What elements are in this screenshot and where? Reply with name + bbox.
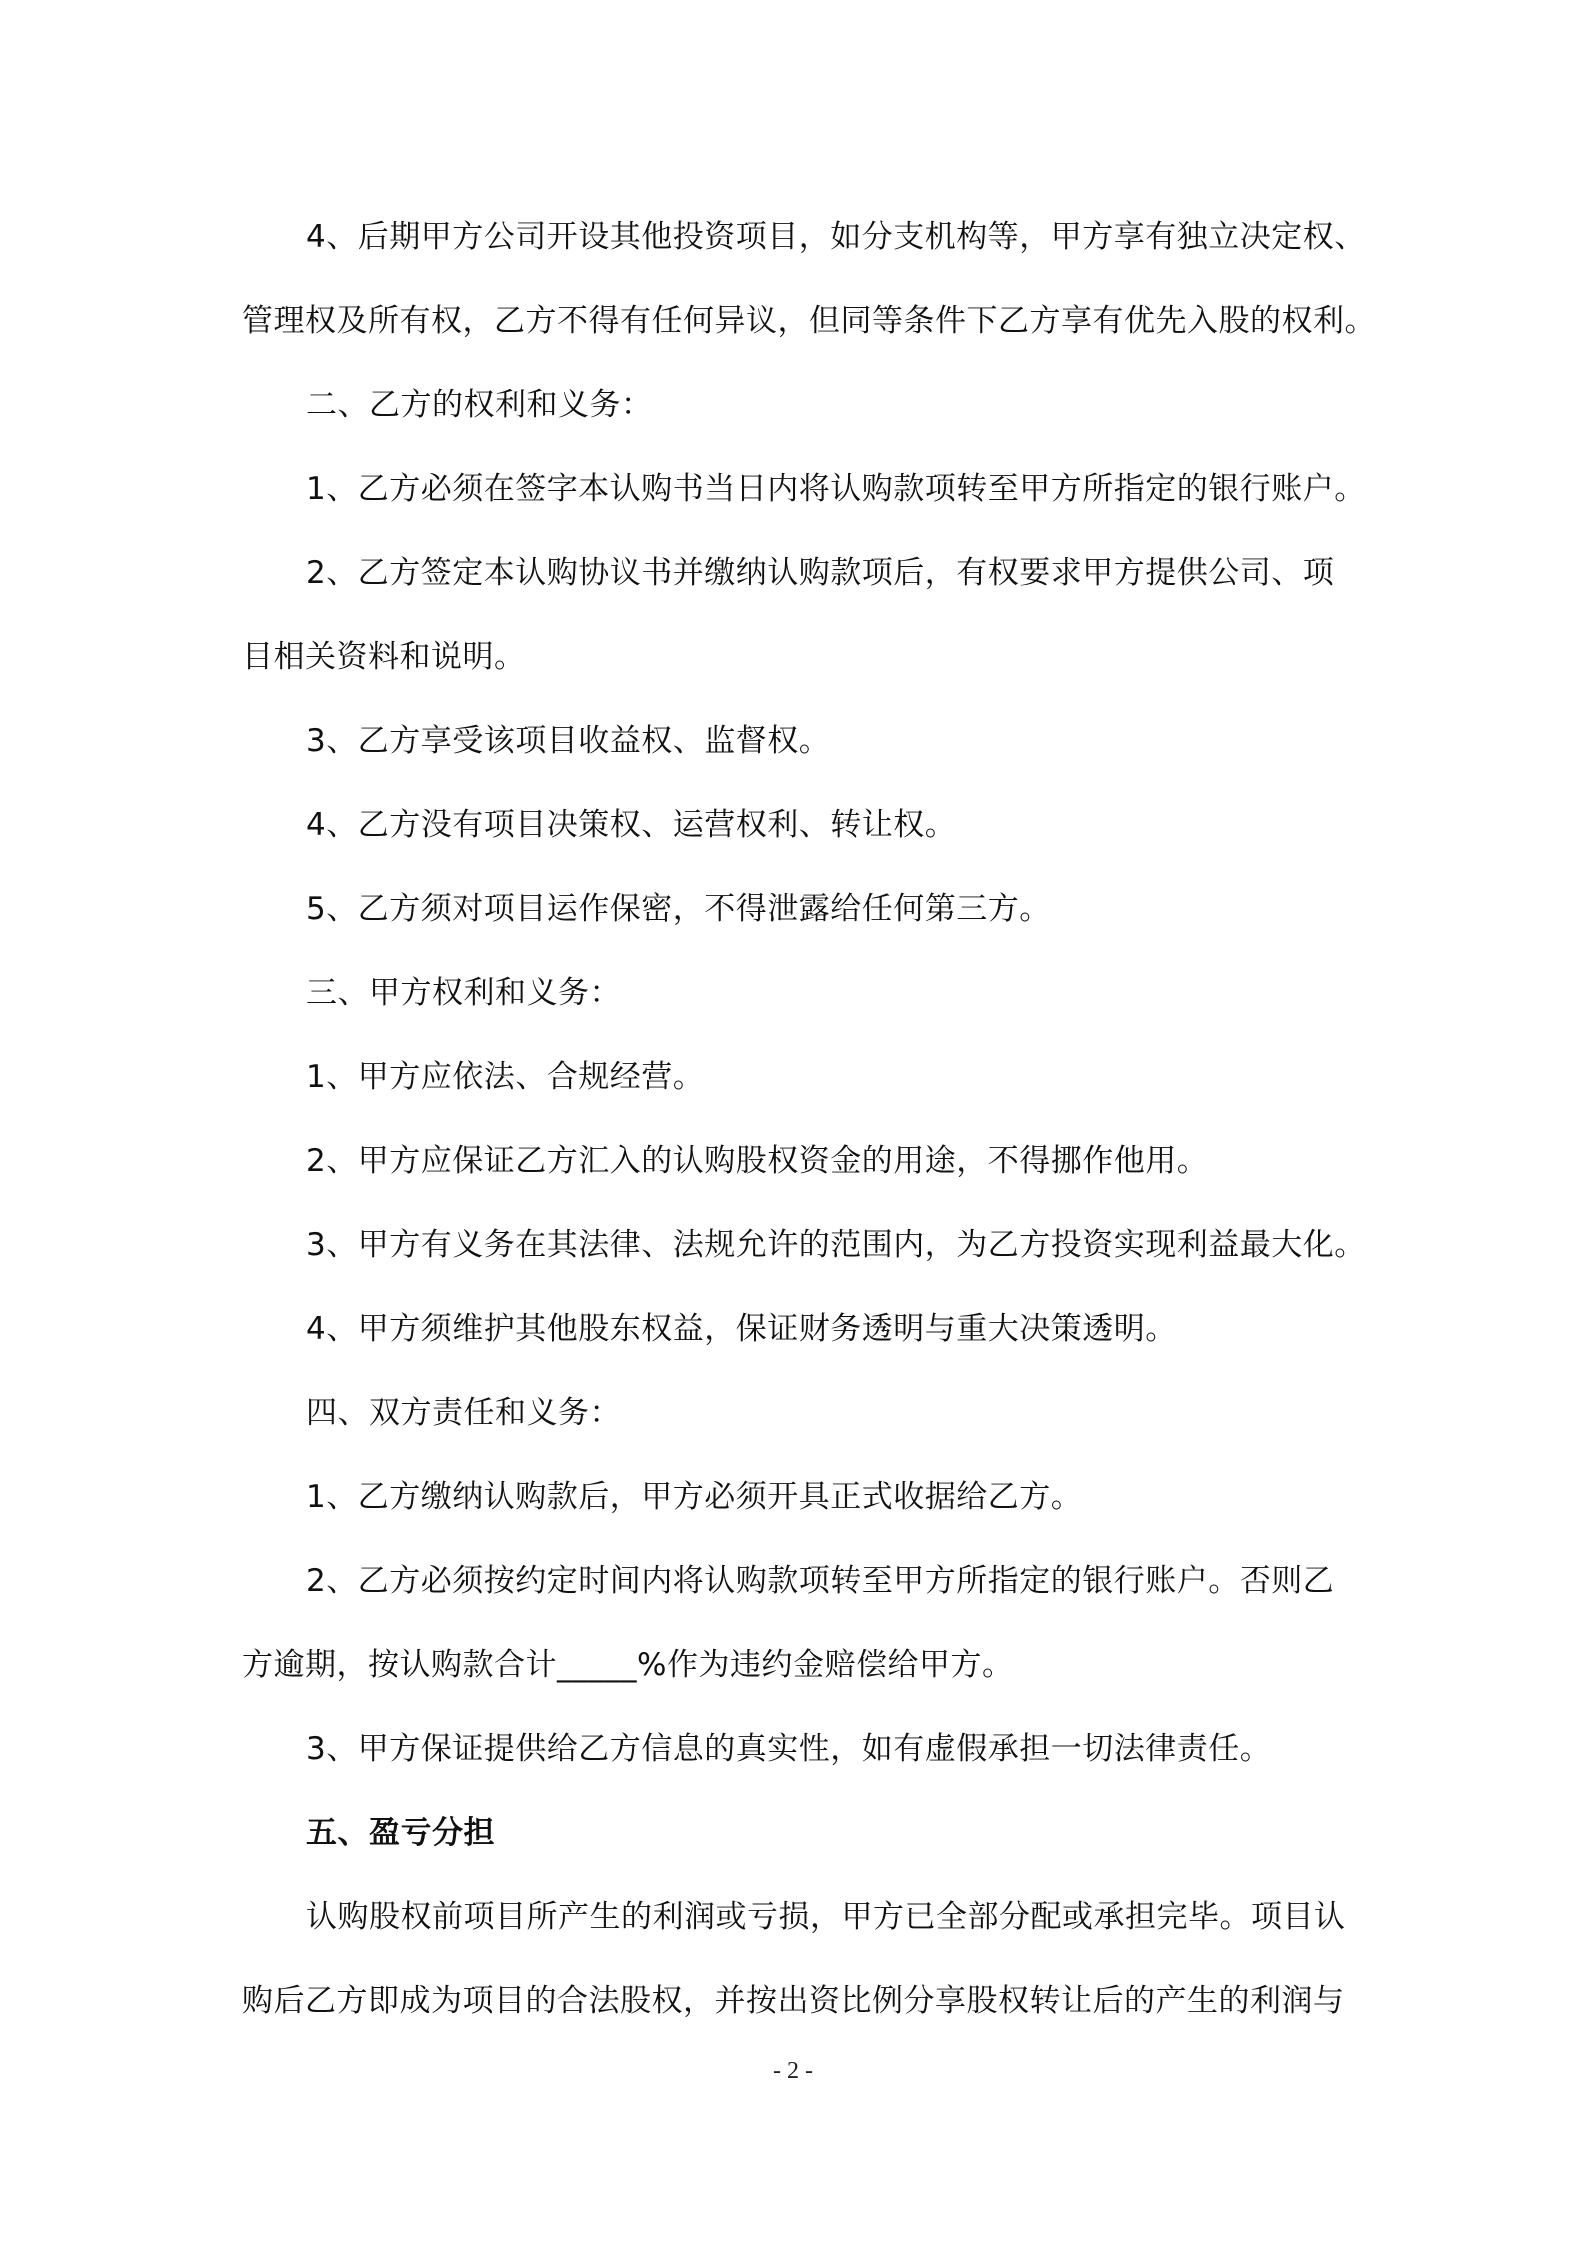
clause-3-4: 4、甲方须维护其他股东权益，保证财务透明与重大决策透明。 <box>306 1311 1177 1347</box>
section-heading-4: 四、双方责任和义务： <box>306 1395 621 1431</box>
paragraph-4-line-1: 4、后期甲方公司开设其他投资项目，如分支机构等，甲方享有独立决定权、 <box>306 219 1366 255</box>
document-body <box>242 195 1376 2043</box>
clause-3-3: 3、甲方有义务在其法律、法规允许的范围内，为乙方投资实现利益最大化。 <box>306 1227 1366 1263</box>
clause-3-2: 2、甲方应保证乙方汇入的认购股权资金的用途，不得挪作他用。 <box>306 1143 1209 1179</box>
page-number: - 2 - <box>773 2058 813 2084</box>
clause-2-3: 3、乙方享受该项目收益权、监督权。 <box>306 723 831 759</box>
clause-4-3: 3、甲方保证提供给乙方信息的真实性，如有虚假承担一切法律责任。 <box>306 1731 1272 1767</box>
section-heading-2: 二、乙方的权利和义务： <box>306 387 653 423</box>
clause-2-1: 1、乙方必须在签字本认购书当日内将认购款项转至甲方所指定的银行账户。 <box>306 471 1366 507</box>
paragraph-4-line-2: 管理权及所有权，乙方不得有任何异议，但同等条件下乙方享有优先入股的权利。 <box>242 303 1376 339</box>
clause-5-line-2: 购后乙方即成为项目的合法股权，并按出资比例分享股权转让后的产生的利润与 <box>242 1983 1345 2019</box>
clause-4-2-line-2: 方逾期，按认购款合计_____%作为违约金赔偿给甲方。 <box>242 1647 1014 1683</box>
clause-4-2-line-1: 2、乙方必须按约定时间内将认购款项转至甲方所指定的银行账户。否则乙 <box>306 1563 1335 1599</box>
section-heading-3: 三、甲方权利和义务： <box>306 975 621 1011</box>
section-heading-5: 五、盈亏分担 <box>306 1815 495 1851</box>
clause-2-5: 5、乙方须对项目运作保密，不得泄露给任何第三方。 <box>306 891 1051 927</box>
clause-2-2-line-2: 目相关资料和说明。 <box>242 639 526 675</box>
clause-2-2-line-1: 2、乙方签定本认购协议书并缴纳认购款项后，有权要求甲方提供公司、项 <box>306 555 1335 591</box>
clause-5-line-1: 认购股权前项目所产生的利润或亏损，甲方已全部分配或承担完毕。项目认 <box>306 1899 1346 1935</box>
clause-3-1: 1、甲方应依法、合规经营。 <box>306 1059 705 1095</box>
clause-2-4: 4、乙方没有项目决策权、运营权利、转让权。 <box>306 807 957 843</box>
clause-4-1: 1、乙方缴纳认购款后，甲方必须开具正式收据给乙方。 <box>306 1479 1083 1515</box>
